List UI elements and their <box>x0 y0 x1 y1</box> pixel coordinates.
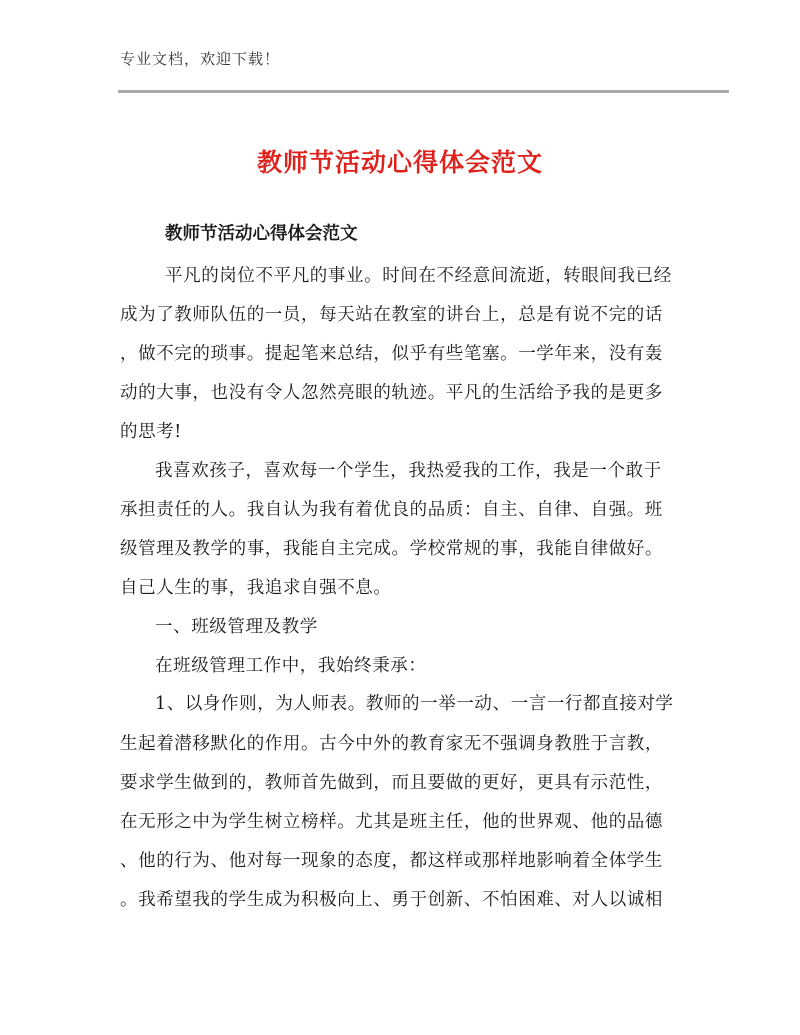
body-line: 动的大事，也没有令人忽然亮眼的轨迹。平凡的生活给予我的是更多 <box>120 383 663 403</box>
document-title: 教师节活动心得体会范文 <box>256 148 543 177</box>
body-line: 。我希望我的学生成为积极向上、勇于创新、不怕困难、对人以诚相 <box>120 890 663 910</box>
body-line: 级管理及教学的事，我能自主完成。学校常规的事，我能自律做好。 <box>120 539 663 559</box>
body-line: 平凡的岗位不平凡的事业。时间在不经意间流逝，转眼间我已经 <box>165 266 672 286</box>
body-line: 、他的行为、他对每一现象的态度，都这样或那样地影响着全体学生 <box>120 851 663 871</box>
body-line: 在班级管理工作中，我始终秉承： <box>155 656 427 676</box>
body-line: 生起着潜移默化的作用。古今中外的教育家无不强调身教胜于言教， <box>120 734 663 754</box>
body-line: 1、以身作则，为人师表。教师的一举一动、一言一行都直接对学 <box>155 694 674 714</box>
document-subtitle: 教师节活动心得体会范文 <box>165 224 358 244</box>
body-line: ，做不完的琐事。提起笔来总结，似乎有些笔塞。一学年来，没有轰 <box>120 344 663 364</box>
body-line: 自己人生的事，我追求自强不息。 <box>120 578 392 598</box>
header-note: 专业文档，欢迎下载！ <box>120 50 281 68</box>
body-line: 的思考! <box>120 422 182 442</box>
body-line: 要求学生做到的，教师首先做到，而且要做的更好，更具有示范性， <box>120 773 663 793</box>
body-line: 我喜欢孩子，喜欢每一个学生，我热爱我的工作，我是一个敢于 <box>155 461 662 481</box>
body-line: 成为了教师队伍的一员，每天站在教室的讲台上，总是有说不完的话 <box>120 305 663 325</box>
header-rule <box>118 90 729 93</box>
body-line: 承担责任的人。我自认为我有着优良的品质：自主、自律、自强。班 <box>120 500 663 520</box>
section-heading: 一、班级管理及教学 <box>155 617 318 637</box>
body-line: 在无形之中为学生树立榜样。尤其是班主任，他的世界观、他的品德 <box>120 812 663 832</box>
